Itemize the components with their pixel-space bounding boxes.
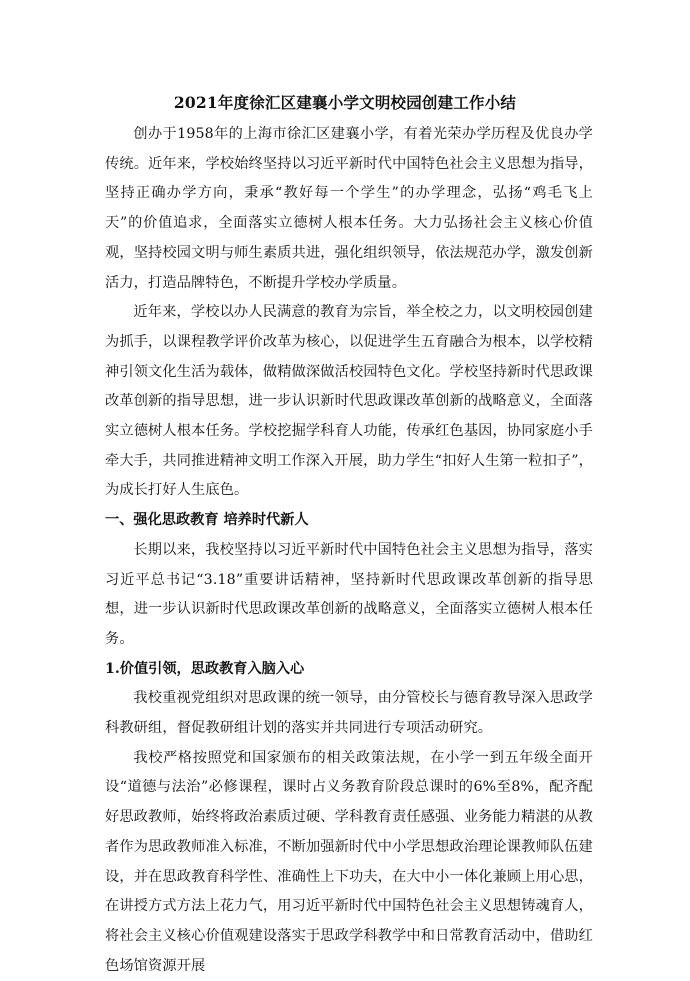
document-body — [105, 120, 593, 981]
paragraph-intro: 创办于1958年的上海市徐汇区建襄小学，有着光荣办学历程及优良办学传统。近年来，学校始终坚持以习近平新时代中国特色社会主义思想为指导，坚持正确办学方向，秉承“教好每一个学生”的办学理念，弘扬“鸡毛飞上天”的价值追求，全面落实立德树人根本任务。大力弘扬社会主义核心价值观，坚持校园文明与师生素质共进，强化组织领导，依法规范办学，激发创新活力，打造品牌特色，不断提升学校办学质量。 — [105, 126, 593, 291]
section-heading-1: 一、强化思政教育 培养时代新人 — [105, 512, 309, 529]
paragraph-overview: 近年来，学校以办人民满意的教育为宗旨，举全校之力，以文明校园创建为抓手，以课程教学评价改革为核心，以促进学生五育融合为根本，以学校精神引领文化生活为载体，做精做深做活校园特色文化。学校坚持新时代思政课改革创新的指导思想，进一步认识新时代思政课改革创新的战略意义，全面落实立德树人根本任务。学校挖掘学科育人功能，传承红色基因，协同家庭小手牵大手，共同推进精神文明工作深入开展，助力学生“扣好人生第一粒扣子”，为成长打好人生底色。 — [105, 304, 593, 499]
document-title: 2021年度徐汇区建襄小学文明校园创建工作小结 — [173, 93, 517, 112]
subsection-heading-1: 1.价值引领，思政教育入脑入心 — [105, 660, 305, 677]
paragraph-subsection-1b: 我校严格按照党和国家颁布的相关政策法规，在小学一到五年级全面开设“道德与法治”必修课程，课时占义务教育阶段总课时的6%至8%，配齐配好思政教师，始终将政治素质过硬、学科教育责任感强、业务能力精湛的从教者作为思政教师准入标准，不断加强新时代中小学思想政治理论课教师队伍建设，并在思政教育科学性、准确性上下功夫，在大中小一体化兼顾上用心思，在讲授方式方法上花力气，用习近平新时代中国特色社会主义思想铸魂育人，将社会主义核心价值观建设落实于思政学科教学中和日常教育活动中，借助红色场馆资源开展 — [105, 749, 593, 974]
paragraph-subsection-1a: 我校重视党组织对思政课的统一领导，由分管校长与德育教导深入思政学科教研组，督促教研组计划的落实并共同进行专项活动研究。 — [105, 690, 593, 737]
paragraph-section-1: 长期以来，我校坚持以习近平新时代中国特色社会主义思想为指导，落实习近平总书记“3.18”重要讲话精神，坚持新时代思政课改革创新的指导思想，进一步认识新时代思政课改革创新的战略意义，全面落实立德树人根本任务。 — [105, 541, 593, 647]
